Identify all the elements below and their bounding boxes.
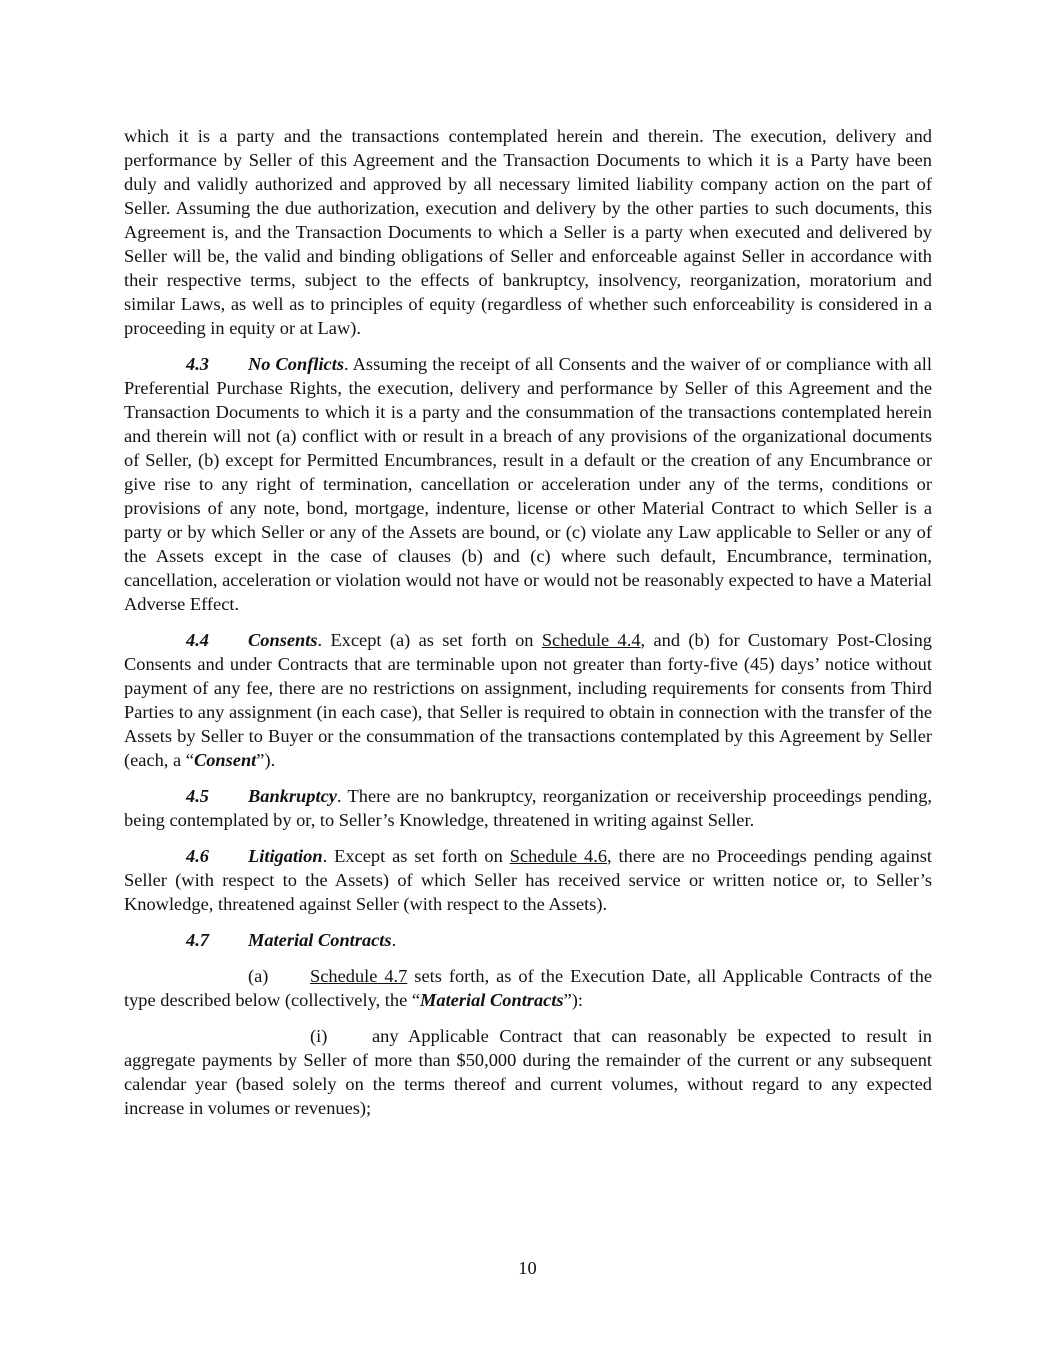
- schedule-reference: Schedule 4.4: [541, 630, 641, 650]
- document-page: [124, 124, 932, 1120]
- section-heading: Consents: [248, 630, 318, 650]
- section-4-3: [124, 352, 932, 616]
- section-body: . Except as set forth on: [322, 846, 510, 866]
- section-body: , and (b) for Customary Post-Closing Consents and under Contracts that are terminable upon not greater than forty-five (45) days’ notice without payment of any fee, there are no restrictions on assignment, including requirements for consents from Third Parties to any assignment (in each case), that Seller is required to obtain in connection with the transfer of the Assets by Seller to Buyer or the consummation of the transactions contemplated by this Agreement by Seller (each, a “: [124, 630, 933, 770]
- subsection-4-7-a: [124, 964, 932, 1012]
- section-body: any Applicable Contract that can reasonably be expected to result in aggregate payments by Seller of more than $50,000 during the remainder of the current or any subsequent calendar year (based solely on the terms thereof and current volumes, without regard to any expected increase in volumes or revenues);: [124, 1026, 932, 1118]
- section-body: ”):: [563, 990, 583, 1010]
- section-body: . Assuming the receipt of all Consents and the waiver of or compliance with all Preferential Purchase Rights, the execution, delivery and performance by Seller of this Agreement and the Transaction Documents to which it is a party and the consummation of the transactions contemplated herein and therein will not (a) conflict with or result in a breach of any provisions of the organizational documents of Seller, (b) except for Permitted Encumbrances, result in a default or the creation of any Encumbrance or give rise to any right of termination, cancellation or acceleration under any of the terms, conditions or provisions of any note, bond, mortgage, indenture, license or other Material Contract to which Seller is a party or by which Seller or any of the Assets are bound, or (c) violate any Law applicable to Seller or any of the Assets except in the case of clauses (b) and (c) where such default, Encumbrance, termination, cancellation, acceleration or violation would not have or would not be reasonably expected to have a Material Adverse Effect.: [124, 354, 932, 614]
- section-body: ”).: [256, 750, 276, 770]
- page-number: 10: [518, 1258, 537, 1278]
- section-heading: Material Contracts: [248, 930, 392, 950]
- section-4-4: [124, 628, 932, 772]
- section-heading: No Conflicts: [248, 354, 344, 374]
- section-body: . Except (a) as set forth on: [317, 630, 542, 650]
- schedule-reference: Schedule 4.6: [509, 846, 608, 866]
- section-number: 4.6: [186, 846, 209, 866]
- subsection-label: (i): [310, 1026, 328, 1046]
- defined-term: Material Contracts: [420, 990, 564, 1010]
- section-body: , there are no Proceedings pending against Seller (with respect to the Assets) of which Seller has received service or written notice or, to Seller’s Knowledge, threatened against Seller (with respect to the Assets).: [124, 846, 932, 914]
- section-heading: Litigation: [248, 846, 323, 866]
- subsection-4-7-a-i: [124, 1024, 932, 1120]
- intro-paragraph: which it is a party and the transactions contemplated herein and therein. The execution, delivery and performance by Seller of this Agreement and the Transaction Documents to which it is a Party have been duly and validly authorized and approved by all necessary limited liability company action on the part of Seller. Assuming the due authorization, execution and delivery by the other parties to such documents, this Agreement is, and the Transaction Documents to which a Seller is a party when executed and delivered by Seller will be, the valid and binding obligations of Seller and enforceable against Seller in accordance with their respective terms, subject to the effects of bankruptcy, insolvency, reorganization, moratorium and similar Laws, as well as to principles of equity (regardless of whether such enforceability is considered in a proceeding in equity or at Law).: [124, 126, 932, 338]
- defined-term: Consent: [193, 750, 257, 770]
- section-heading: Bankruptcy: [248, 786, 337, 806]
- schedule-reference: Schedule 4.7: [310, 966, 408, 986]
- subsection-label: (a): [248, 966, 269, 986]
- section-number: 4.4: [186, 630, 209, 650]
- section-body: . There are no bankruptcy, reorganization or receivership proceedings pending, being contemplated by or, to Seller’s Knowledge, threatened in writing against Seller.: [124, 786, 932, 830]
- section-number: 4.3: [186, 354, 209, 374]
- section-number: 4.5: [186, 786, 209, 806]
- section-4-6: [124, 844, 932, 916]
- section-body: sets forth, as of the Execution Date, all Applicable Contracts of the type described below (collectively, the “: [124, 966, 933, 1010]
- section-body: .: [391, 930, 397, 950]
- section-number: 4.7: [186, 930, 209, 950]
- section-4-5: [124, 784, 932, 832]
- section-4-7: [124, 928, 932, 952]
